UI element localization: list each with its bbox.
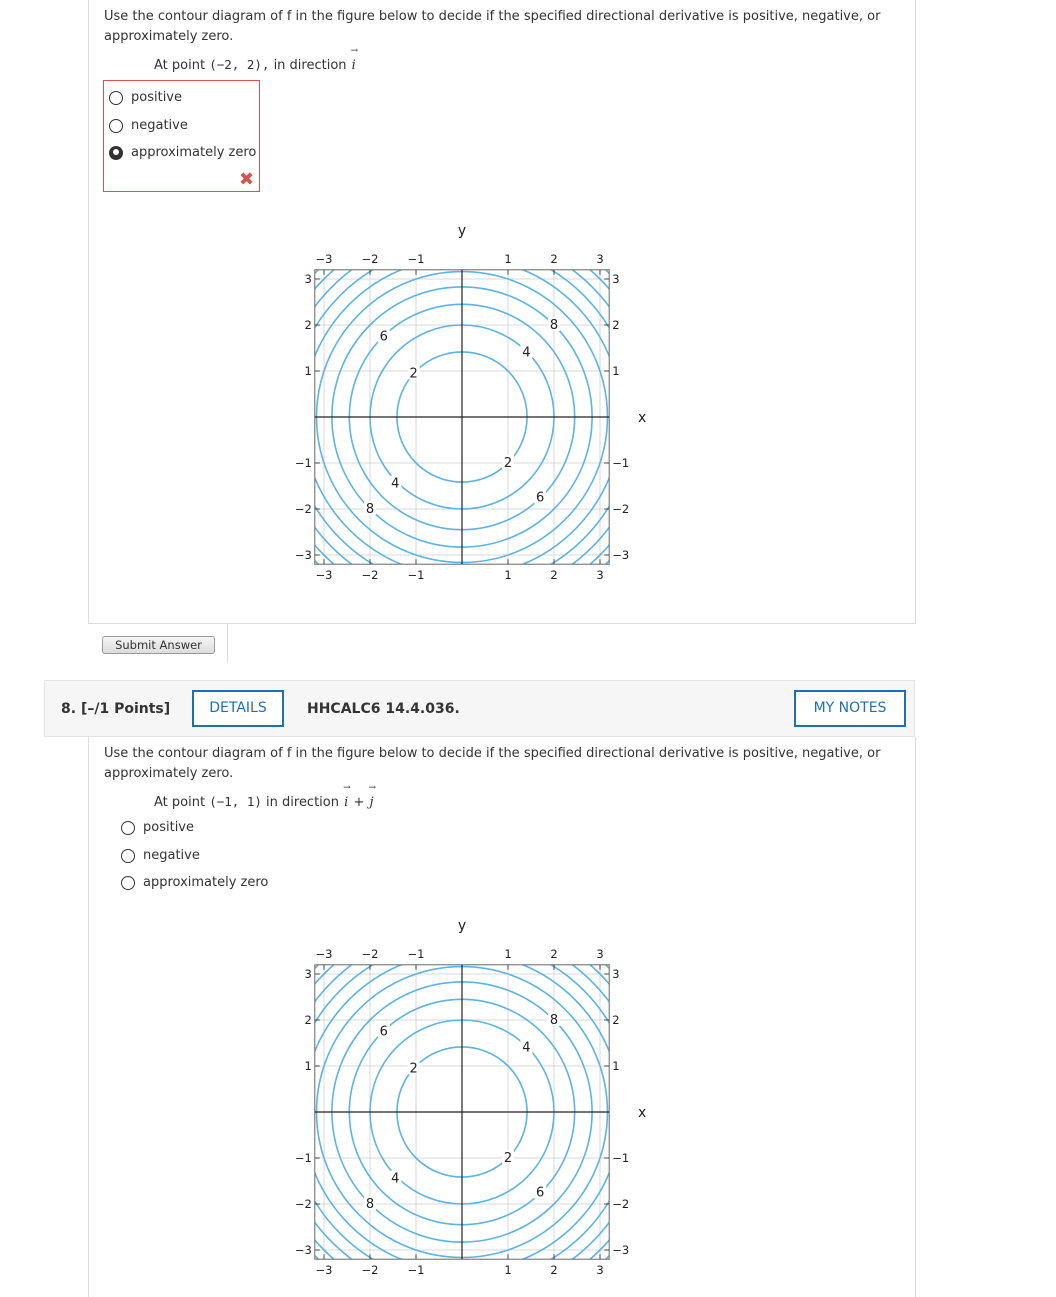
option-positive-label: positive	[131, 90, 182, 105]
contour-label: 2	[409, 366, 418, 382]
tick-label-bottom: −1	[407, 1263, 425, 1278]
contour-label: 6	[536, 1185, 545, 1201]
question-2-panel	[88, 737, 916, 1297]
contour-label: 8	[549, 318, 559, 333]
tick-label-right: 1	[612, 1059, 620, 1073]
tick-label-bottom: 1	[504, 1263, 512, 1278]
tick-label-bottom: 2	[550, 568, 558, 583]
tick-label-bottom: 3	[596, 568, 604, 583]
question-2-prompt: Use the contour diagram of f in the figure below to decide if the specified directional derivative is positive, negative, or approximately zero.	[104, 746, 881, 781]
tick-label-right: 3	[612, 967, 620, 981]
radio-negative[interactable]	[109, 119, 123, 133]
option-negative[interactable]	[121, 848, 200, 863]
tick-label-top: 1	[504, 251, 512, 266]
tick-label-right: −2	[612, 502, 630, 516]
option-approximately-zero[interactable]	[109, 145, 256, 160]
point-value: (−1, 1)	[209, 794, 262, 809]
tick-label-left: −3	[294, 548, 312, 562]
tick-label-top: −2	[361, 946, 379, 961]
tick-label-left: −2	[294, 1197, 312, 1211]
tick-label-right: 2	[612, 318, 620, 332]
option-approximately-zero-label: approximately zero	[131, 145, 257, 160]
point-value: (−2, 2),	[209, 57, 270, 72]
tick-label-bottom: 1	[504, 568, 512, 583]
option-positive-label: positive	[143, 820, 194, 835]
tick-label-top: −3	[315, 946, 333, 961]
tick-label-left: 1	[304, 364, 312, 378]
x-axis-label: x	[638, 410, 647, 426]
submit-answer-button[interactable]: Submit Answer	[102, 636, 215, 654]
direction-vector-i: → i	[343, 795, 349, 810]
direction-label: in direction	[273, 58, 347, 73]
tick-label-left: 1	[304, 1059, 312, 1073]
question-1-prompt: Use the contour diagram of f in the figure below to decide if the specified directional derivative is positive, negative, or approximately zero.	[104, 9, 881, 44]
tick-label-right: −3	[612, 1243, 630, 1257]
contour-label: 4	[522, 1040, 531, 1056]
tick-label-right: −2	[612, 1197, 630, 1211]
contour-plot-1	[193, 205, 647, 600]
tick-label-top: −3	[315, 251, 333, 266]
radio-positive[interactable]	[121, 821, 135, 835]
option-approximately-zero[interactable]	[121, 875, 268, 890]
radio-approximately-zero[interactable]	[109, 146, 123, 160]
tick-label-bottom: −2	[361, 568, 379, 583]
direction-plus: +	[353, 795, 365, 810]
y-axis-label: y	[457, 917, 467, 934]
y-axis-label: y	[457, 222, 467, 239]
x-mark-icon: ✖	[239, 169, 255, 190]
contour-label: 4	[391, 476, 400, 492]
tick-label-top: 3	[596, 946, 604, 961]
tick-label-left: 3	[304, 272, 312, 286]
question-points: [–/1 Points]	[80, 701, 171, 717]
radio-negative[interactable]	[121, 849, 135, 863]
contour-label: 8	[365, 502, 375, 517]
question-number	[61, 701, 170, 717]
tick-label-top: 2	[550, 251, 558, 266]
question-code: HHCALC6 14.4.036.	[307, 701, 460, 717]
option-approximately-zero-label: approximately zero	[143, 875, 269, 890]
tick-label-right: 2	[612, 1013, 620, 1027]
option-negative[interactable]	[109, 118, 188, 133]
tick-label-top: −1	[407, 946, 425, 961]
tick-label-bottom: −3	[315, 1263, 333, 1278]
question-2-point-line	[154, 794, 375, 810]
question-1-panel	[88, 0, 916, 624]
tick-label-right: −1	[612, 1151, 630, 1165]
tick-label-bottom: 2	[550, 1263, 558, 1278]
tick-label-top: 1	[504, 946, 512, 961]
my-notes-button[interactable]: MY NOTES	[794, 690, 906, 727]
tick-label-left: 3	[304, 967, 312, 981]
tick-label-left: −2	[294, 502, 312, 516]
contour-label: 6	[536, 490, 545, 506]
tick-label-right: 3	[612, 272, 620, 286]
tick-label-top: 2	[550, 946, 558, 961]
tick-label-right: −1	[612, 456, 630, 470]
x-axis-label: x	[638, 1105, 647, 1121]
radio-positive[interactable]	[109, 91, 123, 105]
contour-label: 2	[409, 1061, 418, 1077]
direction-vector-j: → j	[369, 795, 375, 810]
tick-label-top: −2	[361, 251, 379, 266]
contour-label: 4	[522, 345, 531, 361]
tick-label-left: −3	[294, 1243, 312, 1257]
option-negative-label: negative	[143, 848, 200, 863]
contour-label: 2	[503, 456, 513, 471]
contour-label: 8	[549, 1013, 559, 1028]
point-label: At point	[154, 795, 206, 810]
contour-plot-2	[193, 900, 647, 1295]
point-label: At point	[154, 58, 206, 73]
radio-approximately-zero[interactable]	[121, 876, 135, 890]
question-number-value: 8.	[61, 701, 77, 717]
tick-label-top: −1	[407, 251, 425, 266]
details-button[interactable]: DETAILS	[192, 690, 284, 727]
tick-label-left: −1	[294, 456, 312, 470]
direction-label: in direction	[266, 795, 339, 810]
option-positive[interactable]	[109, 90, 182, 105]
tick-label-right: 1	[612, 364, 620, 378]
option-negative-label: negative	[131, 118, 188, 133]
question-2-header	[44, 680, 915, 737]
panel-divider	[227, 623, 228, 663]
contour-label: 6	[379, 1024, 388, 1040]
tick-label-bottom: −1	[407, 568, 425, 583]
contour-label: 4	[391, 1171, 400, 1187]
tick-label-top: 3	[596, 251, 604, 266]
tick-label-bottom: −3	[315, 568, 333, 583]
tick-label-left: −1	[294, 1151, 312, 1165]
tick-label-right: −3	[612, 548, 630, 562]
tick-label-bottom: 3	[596, 1263, 604, 1278]
contour-label: 6	[379, 329, 388, 345]
question-1-point-line	[154, 57, 357, 73]
contour-label: 8	[365, 1197, 375, 1212]
tick-label-left: 2	[304, 318, 312, 332]
option-positive[interactable]	[121, 820, 194, 835]
contour-label: 2	[503, 1151, 513, 1166]
direction-vector-i: → i	[351, 58, 357, 73]
tick-label-left: 2	[304, 1013, 312, 1027]
tick-label-bottom: −2	[361, 1263, 379, 1278]
